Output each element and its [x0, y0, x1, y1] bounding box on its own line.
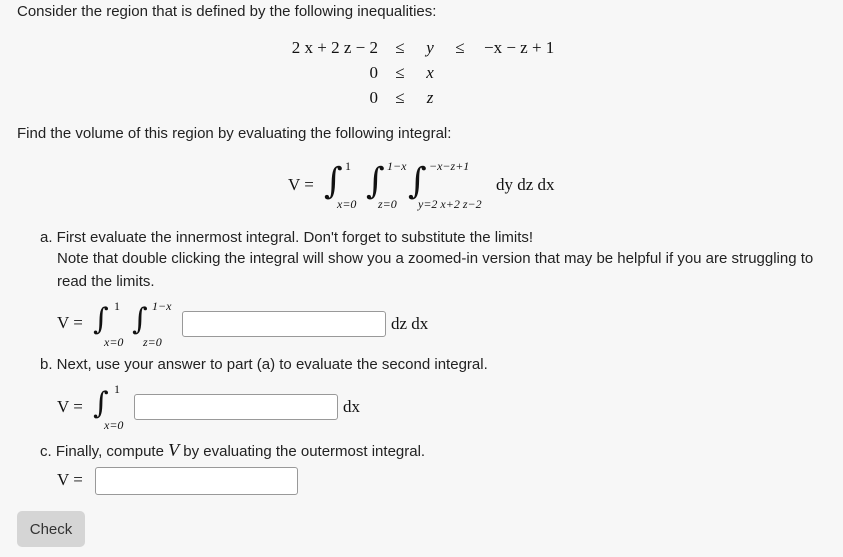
- inner-lower-limit: y=2 x+2 z−2: [418, 197, 482, 211]
- ineq3-var: z: [426, 88, 434, 107]
- ineq2-left: 0: [369, 63, 378, 82]
- part-b-lower: x=0: [104, 418, 124, 432]
- part-a-text: a. First evaluate the innermost integral. Don't forget to substitute the limits!: [40, 229, 534, 246]
- part-b-differential: dx: [343, 397, 360, 416]
- ineq1-right: −x − z + 1: [484, 38, 555, 57]
- part-a-note-line2: read the limits.: [57, 273, 155, 290]
- part-a-note-line1: Note that double clicking the integral will show you a zoomed-in version that may be helpful if you are struggling to: [57, 250, 814, 267]
- part-a-differential: dz dx: [391, 314, 429, 333]
- part-c-text-before: c. Finally, compute: [40, 443, 164, 460]
- part-a-middle-upper: 1−x: [152, 299, 172, 313]
- intro-text: Consider the region that is defined by the following inequalities:: [17, 3, 437, 20]
- part-a-outer-integral-sign: ∫: [93, 302, 109, 337]
- part-c-text-after: by evaluating the outermost integral.: [183, 443, 426, 460]
- part-a-outer-lower: x=0: [104, 335, 124, 349]
- outer-upper-limit: 1: [345, 159, 351, 173]
- part-c-text: [40, 440, 425, 461]
- find-text: Find the volume of this region by evaluating the following integral:: [17, 125, 452, 142]
- ineq3-op: ≤: [395, 88, 405, 107]
- middle-integral-sign: ∫: [366, 161, 385, 202]
- part-a-middle-integral-sign: ∫: [132, 302, 148, 337]
- ineq1-var: y: [426, 38, 434, 57]
- part-b-answer-input[interactable]: [134, 394, 338, 420]
- part-a-outer-upper: 1: [114, 299, 120, 313]
- part-c-lhs: V =: [57, 470, 83, 489]
- part-b-integral-sign: ∫: [93, 386, 109, 421]
- middle-lower-limit: z=0: [378, 197, 397, 211]
- middle-upper-limit: 1−x: [387, 159, 407, 173]
- ineq1-left: 2 x + 2 z − 2: [291, 38, 378, 57]
- part-a-answer-input[interactable]: [182, 311, 386, 337]
- part-b-upper: 1: [114, 382, 120, 396]
- inner-upper-limit: −x−z+1: [429, 159, 470, 173]
- part-b-text: b. Next, use your answer to part (a) to evaluate the second integral.: [40, 356, 488, 373]
- part-a-middle-lower: z=0: [143, 335, 162, 349]
- main-differential: dy dz dx: [496, 175, 555, 194]
- outer-lower-limit: x=0: [337, 197, 357, 211]
- part-b-lhs: V =: [57, 397, 83, 416]
- ineq1-op1: ≤: [395, 38, 405, 57]
- ineq1-op2: ≤: [455, 38, 465, 57]
- ineq2-var: x: [426, 63, 434, 82]
- part-c-answer-input[interactable]: [95, 467, 298, 495]
- part-a-lhs: V =: [57, 313, 83, 332]
- ineq3-left: 0: [369, 88, 378, 107]
- inner-integral-sign: ∫: [408, 161, 427, 202]
- part-c-var: V: [168, 440, 180, 460]
- ineq2-op: ≤: [395, 63, 405, 82]
- outer-integral-sign: ∫: [324, 161, 343, 202]
- main-lhs: V =: [288, 175, 314, 194]
- check-button[interactable]: Check: [17, 511, 85, 547]
